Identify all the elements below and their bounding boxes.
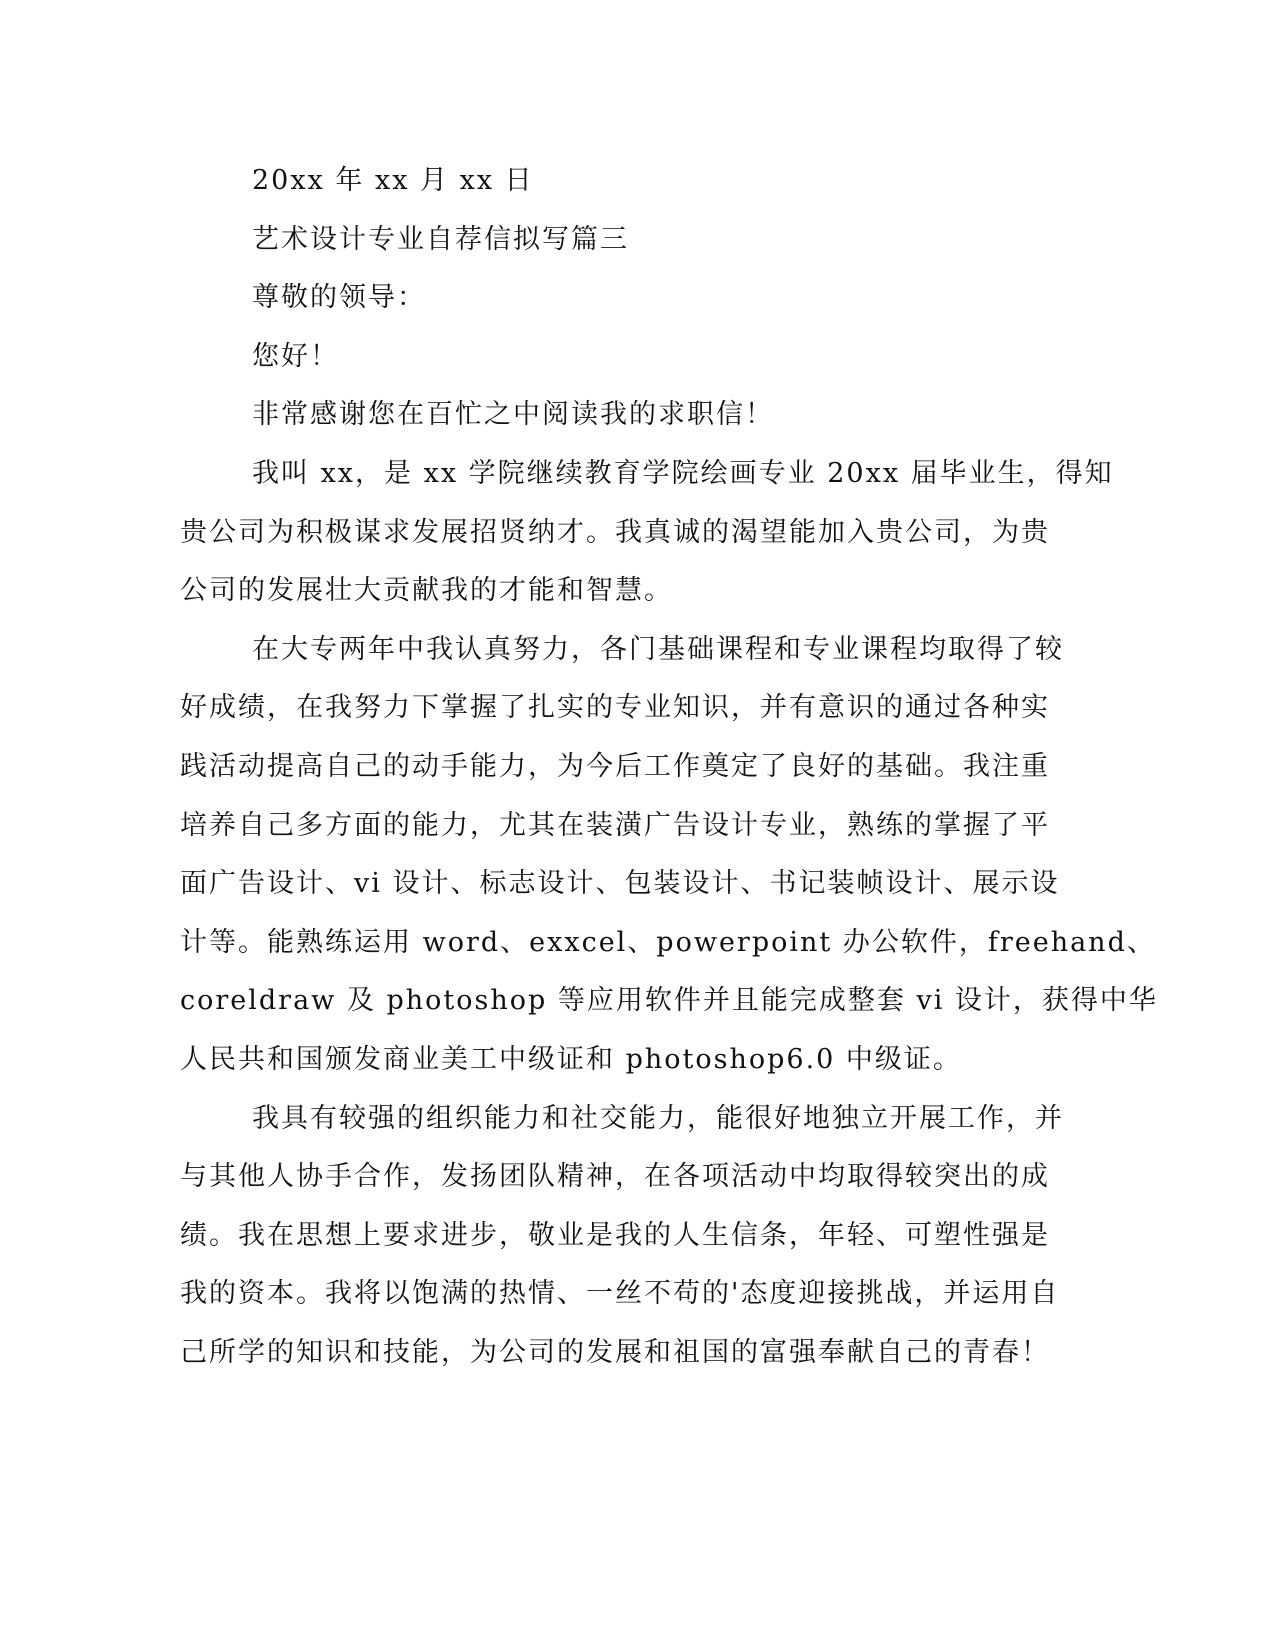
paragraph-line: 我的资本。我将以饱满的热情、一丝不苟的'态度迎接挑战，并运用自 (180, 1278, 1060, 1310)
paragraph-line: 培养自己多方面的能力，尤其在装潢广告设计专业，熟练的掌握了平 (180, 809, 1050, 841)
paragraph-line: 好成绩，在我努力下掌握了扎实的专业知识，并有意识的通过各种实 (180, 692, 1050, 724)
paragraph-line: 公司的发展壮大贡献我的才能和智慧。 (180, 575, 673, 607)
letter-thanks: 非常感谢您在百忙之中阅读我的求职信！ (252, 399, 774, 431)
paragraph-line: 贵公司为积极谋求发展招贤纳才。我真诚的渴望能加入贵公司，为贵 (180, 516, 1050, 548)
paragraph-line: 与其他人协手合作，发扬团队精神，在各项活动中均取得较突出的成 (180, 1161, 1050, 1193)
letter-greeting: 您好！ (252, 340, 339, 372)
paragraph-line: 我具有较强的组织能力和社交能力，能很好地独立开展工作，并 (252, 1102, 1064, 1134)
letter-salutation: 尊敬的领导： (252, 282, 426, 314)
letter-body (180, 152, 1158, 1382)
paragraph-line: coreldraw 及 photoshop 等应用软件并且能完成整套 vi 设计，获得中华 (180, 985, 1158, 1017)
paragraph-line: 绩。我在思想上要求进步，敬业是我的人生信条，年轻、可塑性强是 (180, 1219, 1050, 1251)
paragraph-line: 在大专两年中我认真努力，各门基础课程和专业课程均取得了较 (252, 633, 1064, 665)
paragraph-abilities (180, 1090, 1064, 1383)
paragraph-intro (180, 445, 1114, 621)
paragraph-line: 践活动提高自己的动手能力，为今后工作奠定了良好的基础。我注重 (180, 750, 1050, 782)
paragraph-line: 我叫 xx，是 xx 学院继续教育学院绘画专业 20xx 届毕业生，得知 (252, 457, 1114, 489)
paragraph-line: 计等。能熟练运用 word、exxcel、powerpoint 办公软件，freehand、 (180, 926, 1156, 958)
paragraph-line: 面广告设计、vi 设计、标志设计、包装设计、书记装帧设计、展示设 (180, 868, 1060, 900)
letter-date: 20xx 年 xx 月 xx 日 (252, 165, 534, 196)
letter-title: 艺术设计专业自荐信拟写篇三 (252, 223, 629, 255)
paragraph-line: 人民共和国颁发商业美工中级证和 photoshop6.0 中级证。 (180, 1043, 962, 1075)
paragraph-education (180, 621, 1158, 1090)
paragraph-line: 己所学的知识和技能，为公司的发展和祖国的富强奉献自己的青春！ (180, 1336, 1050, 1368)
